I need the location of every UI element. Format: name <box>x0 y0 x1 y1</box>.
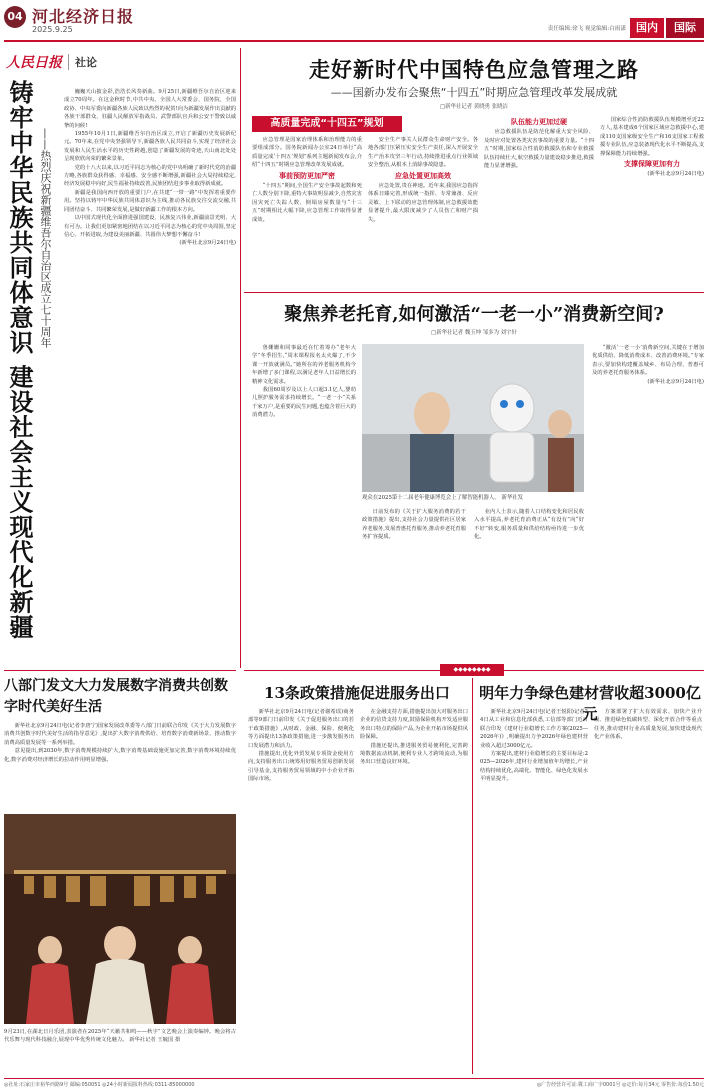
services-title: 13条政策措施促进服务出口 <box>264 684 450 702</box>
editorial-subtitle: ——热烈庆祝新疆维吾尔自治区成立七十周年 <box>39 128 52 348</box>
services-paragraph: 措施还提出,推进服务贸易便利化,完善跨境数据流动机制,便利专业人才跨境流动,为服务出口营造良好环境。 <box>360 742 468 766</box>
caption-credit: 新华社发 <box>501 495 524 501</box>
lead-title: 走好新时代中国特色应急管理之路 <box>309 57 639 82</box>
issue-date: 2025.9.25 <box>32 25 73 34</box>
footer-right: ◎广告经营许可证:冀工商广字0001号 ◎定价:每月34元 零售价:每份1.50元 <box>536 1082 704 1088</box>
digital-paragraph: 意见提出,到2030年,数字消费规模持续扩大,数字消费基础设施更加完善,数字消费环境持续优化,数字消费对经济增长的拉动作用明显增强。 <box>4 748 236 763</box>
materials-paragraph: 方案部署了扩大有效需求、加快产业升级、推进绿色低碳转型、深化开放合作等重点任务,推动建材行业高质量发展,加快建设现代化产业体系。 <box>594 709 702 741</box>
editorial-body <box>64 88 236 668</box>
elderly-paragraph: 业内人士表示,随着人口结构变化和居民收入水平提高,养老托育消费正从“有没有”向“好不好”转变,服务质量和供给结构亟待进一步优化。 <box>474 509 584 541</box>
lead-paragraph: 应急救援队伍是防范化解重大安全风险、及时应对处置各类灾害事故的重要力量。“十四五”时期,国家综合性消防救援队伍和专业救援队伍持续壮大,航空救援力量建设稳步推进,救援能力显著增强。 <box>484 129 594 170</box>
people-daily-logo <box>6 48 146 76</box>
performance-photo <box>4 814 236 1024</box>
lead-subhead: 事前预防更加严密 <box>279 171 335 180</box>
elderly-photo <box>362 344 584 492</box>
editorial-source: (新华社北京9月24日电) <box>179 240 236 247</box>
elderly-col-4 <box>592 344 704 666</box>
section-international: 国际 <box>666 18 704 38</box>
elderly-col-1 <box>252 344 356 666</box>
lead-source: (新华社北京9月24日电) <box>647 171 704 178</box>
digital-body <box>4 722 236 810</box>
digital-paragraph: 新华社北京9月24日电(记者李唐宁)国家发展改革委等八部门日前联合印发《关于大力发展数字消费共创数字时代美好生活的指导意见》,提出扩大数字消费供给、培育数字消费新场景、推动数字消费高质量发展等一系列举措。 <box>4 723 236 746</box>
editorial-paragraph: 巍巍天山披金彩,浩浩长风奏新曲。9月25日,新疆维吾尔自治区迎来成立70周年。在这金秋时节,中共中央、全国人大常委会、国务院、全国政协、中央军委向新疆各族人民致以热烈的祝贺!向为新疆发展作出贡献的各族干部群众、驻疆人民解放军指战员、武警部队官兵和公安干警致以诚挚的问候! <box>64 89 236 129</box>
services-export-story <box>244 678 470 1074</box>
lead-paragraph: “十四五”期间,全国生产安全事故起数和死亡人数分别下降,重特大事故明显减少,自然灾害因灾死亡失踪人数、倒塌房屋数量与“十三五”时期相比大幅下降,应急管理工作取得显著成效。 <box>252 183 362 223</box>
editorial-paragraph: 新疆是我国向西开放的重要门户,在共建“一带一路”中发挥着重要作用。坚持以铸牢中华民族共同体意识为主线,推动各民族交往交流交融,共同团结奋斗、共同繁荣发展,是做好新疆工作的根本方向。 <box>64 189 236 213</box>
column-bar: ◆◆◆◆◆◆◆◆ <box>440 664 504 676</box>
logo-text: 人民日报 <box>6 55 62 71</box>
materials-title: 明年力争绿色建材营收超3000亿元 <box>479 684 701 723</box>
elderly-col-2 <box>362 508 466 666</box>
elderly-byline: □新华社记者 魏玉坤 邹多为 刘宇轩 <box>431 330 517 336</box>
section-domestic: 国内 <box>630 18 664 38</box>
masthead <box>0 0 708 42</box>
lead-paragraph: 国家综合性消防救援队伍规模增至近22万人,基本建成6个国家区域应急救援中心,建成110支国家级安全生产和16支国家工程救援专业队伍,应急装备现代化水平不断提高,支撑保障能力持续增强。 <box>600 117 705 157</box>
green-materials-story <box>476 678 704 1074</box>
digital-title: 八部门发文大力发展数字消费共创数字时代美好生活 <box>4 678 228 715</box>
services-paragraph: 在金融支持方面,措施提出加大对服务出口企业的信贷支持力度,鼓励保险机构开发适应服务出口特点的保险产品,为企业开拓市场提供风险保障。 <box>360 709 468 741</box>
lead-subhead: 应急处置更加高效 <box>395 171 451 180</box>
services-paragraph: 新华社北京9月24日电(记者谢希瑶)商务部等9部门日前印发《关于促进服务出口的若干政策措施》,从财政、金融、保险、便利化等方面提出13条政策措施,进一步激发服务出口发展潜力和活力。 <box>248 709 354 749</box>
chime-performance-graphic <box>4 814 236 1024</box>
footer-left: ◎社址:石家庄市裕华西路9号 邮编:050051 ◎24小时新闻报料热线:0311-85000000 <box>4 1082 195 1088</box>
elderly-paragraph: 鲁姗姗和同事最近在忙着筹办“老年大学”冬季招生,“周末课程报名太火爆了,不少课一开放就满员。”她所在的养老服务机构今年新增了多门课程,以满足老年人日益增长的精神文化需求。 <box>252 345 356 385</box>
performance-photo-caption <box>4 1028 236 1072</box>
editorial-paragraph: 以中国式现代化全面推进强国建设、民族复兴伟业,新疆前景光明、大有可为。让我们更加紧密地团结在以习近平同志为核心的党中央周围,坚定信心、开拓进取,为建设美丽新疆、共圆伟大梦想不懈奋斗! <box>64 215 236 238</box>
lead-subhead: 支撑保障更加有力 <box>624 160 680 169</box>
lead-col-1 <box>252 136 362 288</box>
footer-rule <box>4 1078 704 1079</box>
lead-col-3 <box>484 116 594 288</box>
editorial-paragraph: 党的十八大以来,以习近平同志为核心的党中央明确了新时代党的治疆方略,各族群众获得感、幸福感、安全感不断增强,新疆社会大局持续稳定,经济发展稳中向好,民生福祉持续改善,民族团结进步事业取得新成就。 <box>64 164 236 188</box>
lead-story <box>244 48 704 290</box>
masthead-rule <box>4 40 704 42</box>
editorial <box>4 48 236 668</box>
elderly-story <box>244 296 704 668</box>
lead-paragraph: 应急管理是国家治理体系和治理能力的重要组成部分。国务院新闻办公室24日举行“高质量完成‘十四五’规划”系列主题新闻发布会,介绍“十四五”时期应急管理改革发展成就。 <box>252 137 362 169</box>
caption-text: 观众在2025第十二届老年健康博览会上了解智能机器人。 <box>362 495 500 501</box>
materials-paragraph: 新华社北京9月24日电(记者王悦阳)记者24日从工业和信息化部获悉,工信部等部门近日联合印发《建材行业稳增长工作方案(2025—2026年)》,明确提出力争2026年绿色建材营业收入超过3000亿元。 <box>480 709 588 749</box>
elderly-col-3 <box>474 508 584 666</box>
caption-credit: 新华社记者 王毓国 摄 <box>129 1037 181 1043</box>
column-divider <box>240 48 241 668</box>
footer <box>4 1080 704 1090</box>
elderly-photo-caption <box>362 494 584 504</box>
editorial-paragraph: 1955年10月1日,新疆维吾尔自治区成立,开启了新疆历史发展新纪元。70年来,在党中央坚强领导下,新疆各族人民共同奋斗,实现了经济社会发展和人民生活水平的历史性跨越,创造了新疆发展的奇迹,天山南北处处呈现欣欣向荣的繁荣景象。 <box>64 131 236 163</box>
page-number: 04 <box>4 6 26 28</box>
materials-paragraph: 方案提出,建材行业稳增长的主要目标是:2025—2026年,建材行业增加值年均增长,产业结构持续优化,高端化、智能化、绿色化发展水平明显提升。 <box>480 751 588 783</box>
lead-paragraph: 安全生产事关人民群众生命财产安全。各地各部门压紧压实安全生产责任,深入开展安全生产治本攻坚三年行动,持续推进重点行业领域安全整治,从根本上消除事故隐患。 <box>368 137 478 169</box>
section-rule <box>244 292 704 293</box>
materials-col-2 <box>594 708 702 1072</box>
editors-line: 责任编辑:徐飞 视觉编辑:白雨潇 <box>547 26 626 32</box>
elderly-paragraph: 日前发布的《关于扩大服务消费的若干政策措施》提出,支持社会力量提供社区居家养老服务,发展普惠托育服务,推动养老托育服务扩容提质。 <box>362 509 467 541</box>
services-col-2 <box>360 708 468 1072</box>
lead-subtitle: ——国新办发布会聚焦“十四五”时期应急管理改革发展成就 <box>330 86 618 99</box>
paper-name: 河北经济日报 <box>32 7 135 26</box>
lead-banner: 高质量完成“十四五”规划 <box>252 116 402 132</box>
section-rule <box>4 670 236 671</box>
lead-col-2 <box>368 136 478 288</box>
digital-consumption-story <box>4 674 236 1074</box>
lead-subhead: 队伍能力更加过硬 <box>511 118 567 126</box>
elderly-source: (新华社北京9月24日电) <box>647 378 704 385</box>
editorial-title: 铸牢中华民族共同体意识 建设社会主义现代化新疆 <box>5 80 34 640</box>
caption-text: 9月23日,在湖北日月乐团,表演者在2025年“天籁共和鸣——秋字”文艺晚会上演奏编钟。晚会将古代乐舞与现代科技融合,展现中华优秀传统文化魅力。 <box>4 1029 236 1043</box>
column-label: 社论 <box>68 54 97 70</box>
lead-byline: □新华社记者 黄晓勇 张晓洁 <box>440 104 508 110</box>
services-paragraph: 措施提出,优化外贸发展专项资金使用方向,支持服务出口;统筹用好服务贸易创新发展引导基金,支持服务贸易领域的中小企业开拓国际市场。 <box>248 751 354 783</box>
elderly-title: 聚焦养老托育,如何激活“一老一小”消费新空间? <box>284 304 664 325</box>
column-divider <box>472 678 473 1074</box>
elderly-paragraph: 我国60周岁及以上人口超3.1亿人,婴幼儿照护服务需求持续增长。“一老一小”关系千家万户,是重要的民生问题,也蕴含着巨大的消费潜力。 <box>252 387 357 419</box>
elderly-paragraph: “激活‘一老一小’消费新空间,关键在于增加优质供给、降低消费成本、改善消费环境。”专家表示,要加快构建覆盖城乡、布局合理、普惠可及的养老托育服务体系。 <box>592 345 704 377</box>
lead-paragraph: 应急处置,贵在神速。近年来,我国应急指挥体系日臻完善,形成统一指挥、专常兼备、反应灵敏、上下联动的应急管理体制,应急救援效能显著提升,最大限度减少了人员伤亡和财产损失。 <box>368 183 478 223</box>
materials-col-1 <box>480 708 588 1072</box>
lead-col-4 <box>600 116 704 288</box>
robot-scene-graphic <box>362 344 584 492</box>
services-col-1 <box>248 708 354 1072</box>
